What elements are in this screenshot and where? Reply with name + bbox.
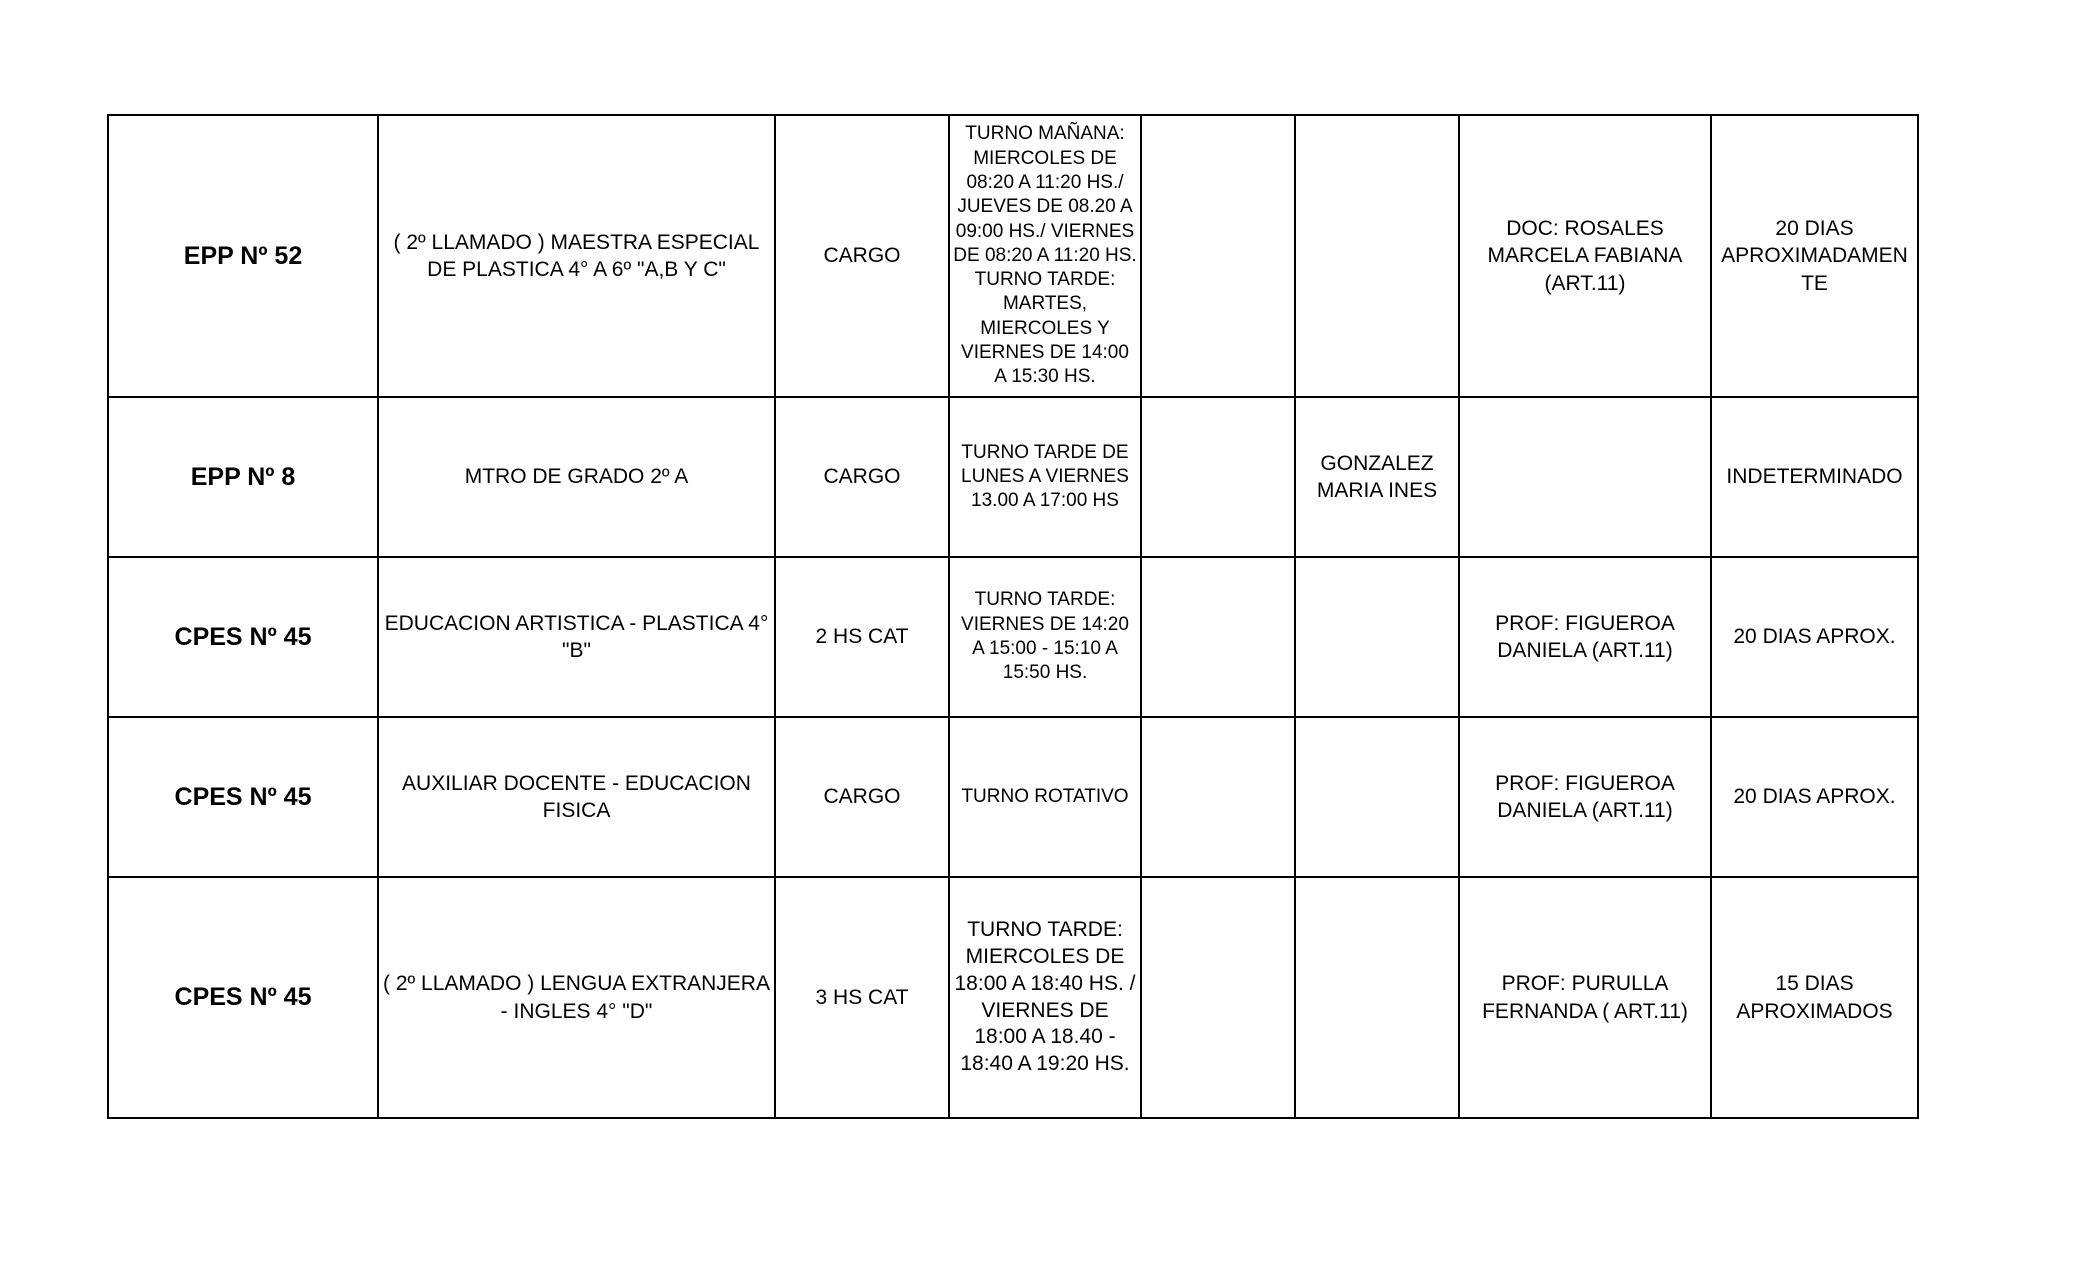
empty-cell [1141, 877, 1295, 1118]
table-row [108, 397, 1918, 557]
replaces-cell: PROF: FIGUEROA DANIELA (ART.11) [1459, 557, 1711, 717]
position-cell: ( 2º LLAMADO ) LENGUA EXTRANJERA - INGLES 4° "D" [378, 877, 775, 1118]
school-cell: EPP Nº 52 [108, 115, 378, 397]
school-cell: CPES Nº 45 [108, 877, 378, 1118]
schedule-cell: TURNO MAÑANA: MIERCOLES DE 08:20 A 11:20 HS./ JUEVES DE 08.20 A 09:00 HS./ VIERNES DE 08:20 A 11:20 HS. TURNO TARDE: MARTES, MIERCOLES Y VIERNES DE 14:00 A 15:30 HS. [949, 115, 1141, 397]
duration-cell: 15 DIAS APROXIMADOS [1711, 877, 1918, 1118]
position-cell: EDUCACION ARTISTICA - PLASTICA 4° "B" [378, 557, 775, 717]
empty-cell [1141, 115, 1295, 397]
table-row [108, 877, 1918, 1118]
name-cell: GONZALEZ MARIA INES [1295, 397, 1459, 557]
school-cell: CPES Nº 45 [108, 557, 378, 717]
position-cell: MTRO DE GRADO 2º A [378, 397, 775, 557]
schedule-cell: TURNO TARDE: VIERNES DE 14:20 A 15:00 - 15:10 A 15:50 HS. [949, 557, 1141, 717]
duration-cell: 20 DIAS APROX. [1711, 717, 1918, 877]
school-cell: EPP Nº 8 [108, 397, 378, 557]
type-cell: CARGO [775, 717, 949, 877]
name-cell [1295, 557, 1459, 717]
name-cell [1295, 115, 1459, 397]
duration-cell: 20 DIAS APROXIMADAMENTE [1711, 115, 1918, 397]
duration-cell: 20 DIAS APROX. [1711, 557, 1918, 717]
type-cell: 2 HS CAT [775, 557, 949, 717]
empty-cell [1141, 717, 1295, 877]
schedule-cell: TURNO TARDE DE LUNES A VIERNES 13.00 A 17:00 HS [949, 397, 1141, 557]
replaces-cell [1459, 397, 1711, 557]
replaces-cell: PROF: FIGUEROA DANIELA (ART.11) [1459, 717, 1711, 877]
duration-cell: INDETERMINADO [1711, 397, 1918, 557]
schedule-cell: TURNO TARDE: MIERCOLES DE 18:00 A 18:40 HS. / VIERNES DE 18:00 A 18.40 - 18:40 A 19:20 HS. [949, 877, 1141, 1118]
table-row [108, 717, 1918, 877]
schedule-cell: TURNO ROTATIVO [949, 717, 1141, 877]
table-row [108, 557, 1918, 717]
replaces-cell: PROF: PURULLA FERNANDA ( ART.11) [1459, 877, 1711, 1118]
school-cell: CPES Nº 45 [108, 717, 378, 877]
position-cell: AUXILIAR DOCENTE - EDUCACION FISICA [378, 717, 775, 877]
empty-cell [1141, 557, 1295, 717]
type-cell: CARGO [775, 115, 949, 397]
name-cell [1295, 877, 1459, 1118]
name-cell [1295, 717, 1459, 877]
table-row [108, 115, 1918, 397]
empty-cell [1141, 397, 1295, 557]
vacancies-table [107, 114, 1919, 1119]
replaces-cell: DOC: ROSALES MARCELA FABIANA (ART.11) [1459, 115, 1711, 397]
position-cell: ( 2º LLAMADO ) MAESTRA ESPECIAL DE PLASTICA 4° A 6º "A,B Y C" [378, 115, 775, 397]
type-cell: 3 HS CAT [775, 877, 949, 1118]
type-cell: CARGO [775, 397, 949, 557]
